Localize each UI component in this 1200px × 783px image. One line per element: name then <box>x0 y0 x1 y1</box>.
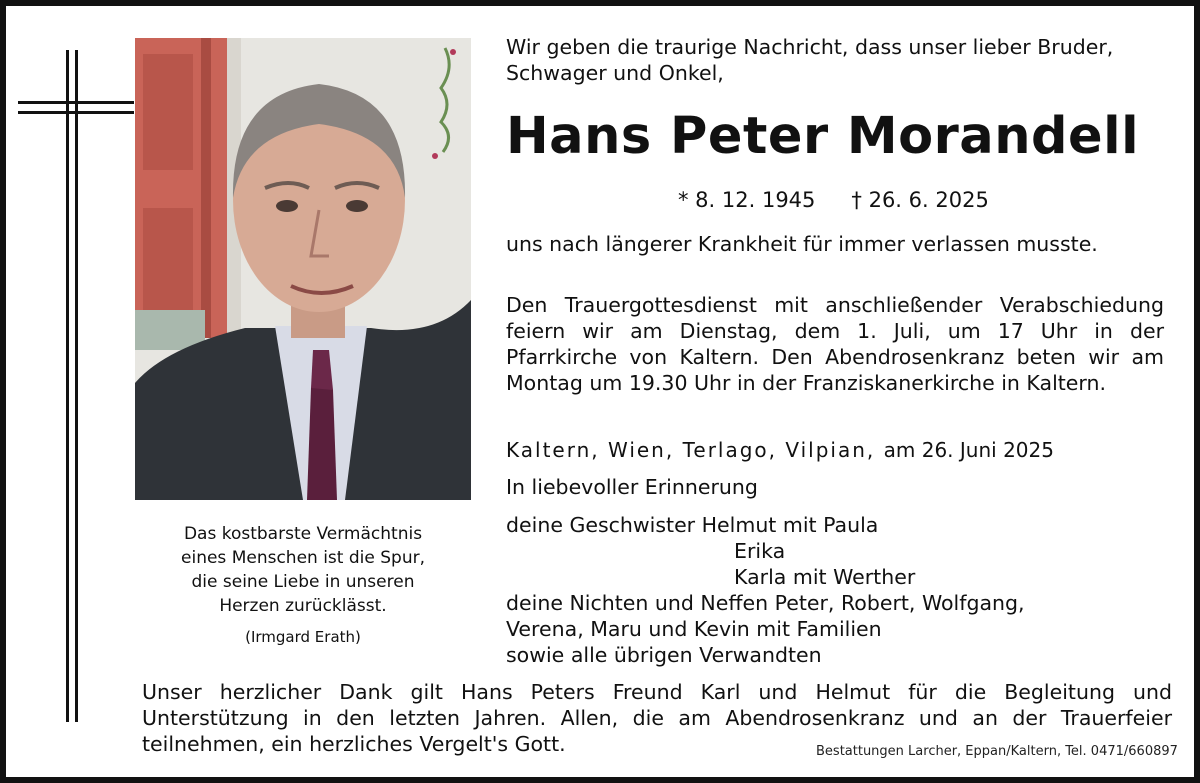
memory-line: In liebevoller Erinnerung <box>506 475 758 499</box>
family-line: deine Nichten und Neffen Peter, Robert, Wolfgang, <box>506 591 1025 615</box>
birth-date: * 8. 12. 1945 <box>678 188 816 212</box>
funeral-details: Den Trauergottesdienst mit anschließender Verabschiedung feiern wir am Dienstag, dem 1. Juli, um 17 Uhr in der Pfarrkirche von Kaltern. Den Abendrosenkranz beten wir am Montag um 19.30 Uhr in der Franziskanerkirche in Kaltern. <box>506 293 1164 395</box>
undertaker-credit: Bestattungen Larcher, Eppan/Kaltern, Tel. 0471/660897 <box>816 744 1178 759</box>
family-line: Erika <box>734 539 786 563</box>
cross-icon <box>16 42 136 722</box>
quote-line: Herzen zurücklässt. <box>219 596 387 616</box>
places: Kaltern, Wien, Terlago, Vilpian, <box>506 438 876 462</box>
intro-text: Wir geben die traurige Nachricht, dass unser lieber Bruder, Schwager und Onkel, <box>506 35 1114 85</box>
quote-line: Das kostbarste Vermächtnis <box>183 524 423 544</box>
family-line: Karla mit Werther <box>734 565 916 589</box>
family-line: sowie alle übrigen Verwandten <box>506 643 822 667</box>
thanks-text: Unser herzlicher Dank gilt Hans Peters Freund Karl und Helmut für die Begleitung und Unterstützung in den letzten Jahren. Allen, die am Abendrosenkranz und an der Trauerfeier teilnehmen, ein herzliches Vergelt's Gott. <box>142 680 1172 756</box>
quote-line: die seine Liebe in unseren <box>191 572 415 592</box>
portrait-photo <box>135 38 471 500</box>
quote-author: (Irmgard Erath) <box>245 628 361 646</box>
family-line: deine Geschwister Helmut mit Paula <box>506 513 879 537</box>
family-line: Verena, Maru und Kevin mit Familien <box>506 617 882 641</box>
deceased-name: Hans Peter Morandell <box>506 107 1140 166</box>
life-dates <box>678 187 989 213</box>
passing-text: uns nach längerer Krankheit für immer verlassen musste. <box>506 232 1098 256</box>
memorial-quote <box>135 522 471 618</box>
place-and-date <box>506 437 1054 463</box>
death-date: † 26. 6. 2025 <box>851 188 989 212</box>
quote-line: eines Menschen ist die Spur, <box>181 548 425 568</box>
notice-date: am 26. Juni 2025 <box>883 438 1054 462</box>
